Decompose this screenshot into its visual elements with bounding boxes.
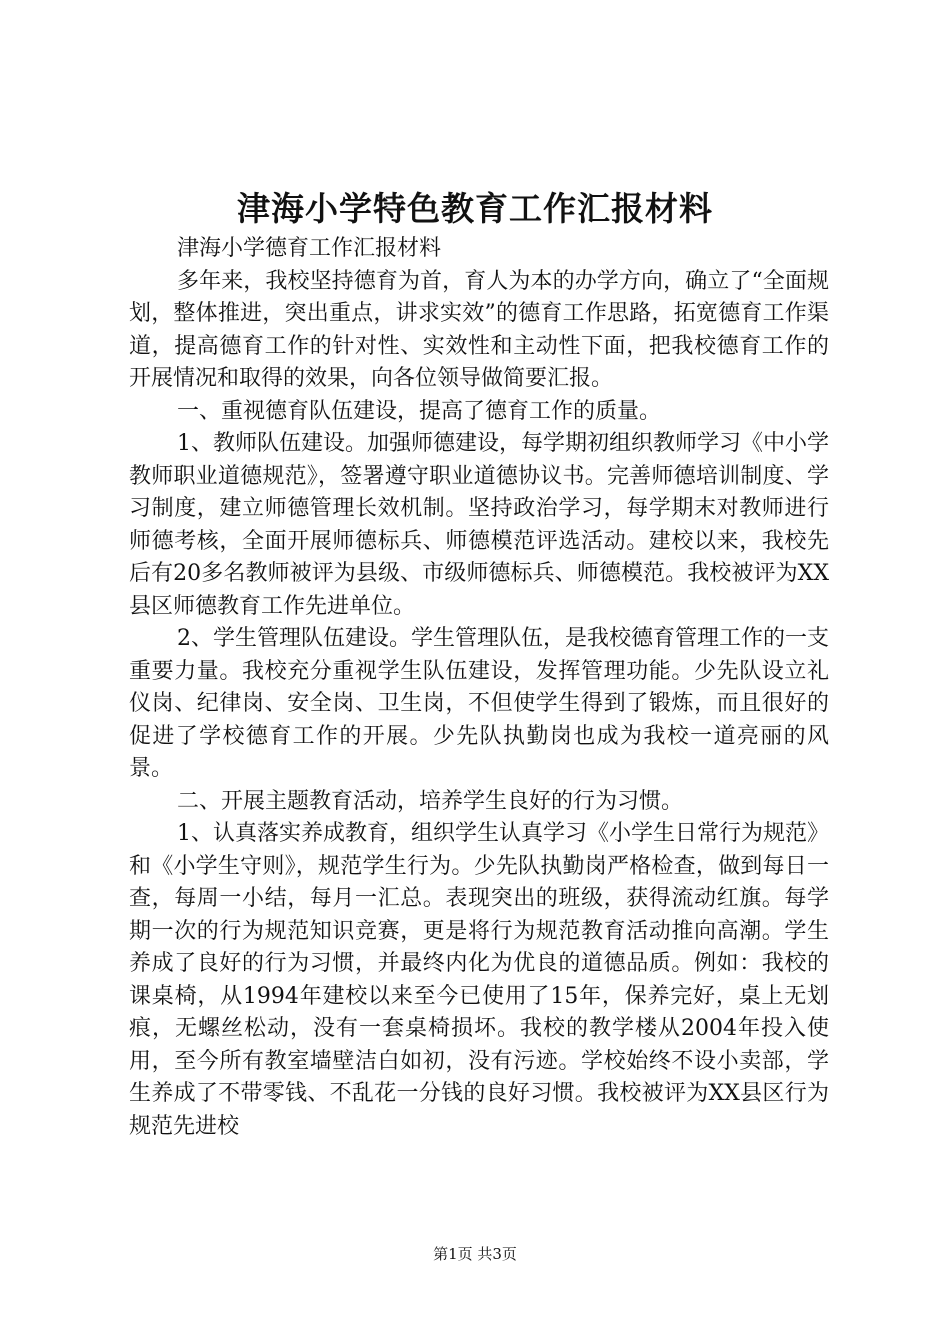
document-title: 津海小学特色教育工作汇报材料	[237, 189, 713, 228]
paragraph-subtitle: 津海小学德育工作汇报材料	[177, 236, 442, 261]
document-body	[129, 233, 829, 1143]
paragraph-student-team: 2、学生管理队伍建设。学生管理队伍，是我校德育管理工作的一支重要力量。我校充分重视学生队伍建设，发挥管理功能。少先队设立礼仪岗、纪律岗、安全岗、卫生岗，不但使学生得到了锻炼，而且很好的促进了学校德育工作的开展。少先队执勤岗也成为我校一道亮丽的风景。	[129, 626, 829, 781]
paragraph-teacher-team: 1、教师队伍建设。加强师德建设，每学期初组织教师学习《中小学教师职业道德规范》，签署遵守职业道德协议书。完善师德培训制度、学习制度，建立师德管理长效机制。坚持政治学习，每学期末对教师进行师德考核，全面开展师德标兵、师德模范评选活动。建校以来，我校先后有20多名教师被评为县级、市级师德标兵、师德模范。我校被评为XX县区师德教育工作先进单位。	[129, 431, 829, 619]
section-heading-1: 一、重视德育队伍建设，提高了德育工作的质量。	[177, 398, 662, 424]
paragraph-intro: 多年来，我校坚持德育为首，育人为本的办学方向，确立了“全面规划，整体推进，突出重点，讲求实效”的德育工作思路，拓宽德育工作渠道，提高德育工作的针对性、实效性和主动性下面，把我校德育工作的开展情况和取得的效果，向各位领导做简要汇报。	[129, 268, 829, 391]
page-indicator: 第1页 共3页	[433, 1245, 517, 1263]
section-heading-2: 二、开展主题教育活动，培养学生良好的行为习惯。	[177, 788, 684, 814]
paragraph-habit-education: 1、认真落实养成教育，组织学生认真学习《小学生日常行为规范》和《小学生守则》，规范学生行为。少先队执勤岗严格检查，做到每日一查，每周一小结，每月一汇总。表现突出的班级，获得流动红旗。每学期一次的行为规范知识竞赛，更是将行为规范教育活动推向高潮。学生养成了良好的行为习惯，并最终内化为优良的道德品质。例如：我校的课桌椅，从1994年建校以来至今已使用了15年，保养完好，桌上无划痕，无螺丝松动，没有一套桌椅损坏。我校的教学楼从2004年投入使用，至今所有教室墙壁洁白如初，没有污迹。学校始终不设小卖部，学生养成了不带零钱、不乱花一分钱的良好习惯。我校被评为XX县区行为规范先进校	[129, 821, 829, 1139]
